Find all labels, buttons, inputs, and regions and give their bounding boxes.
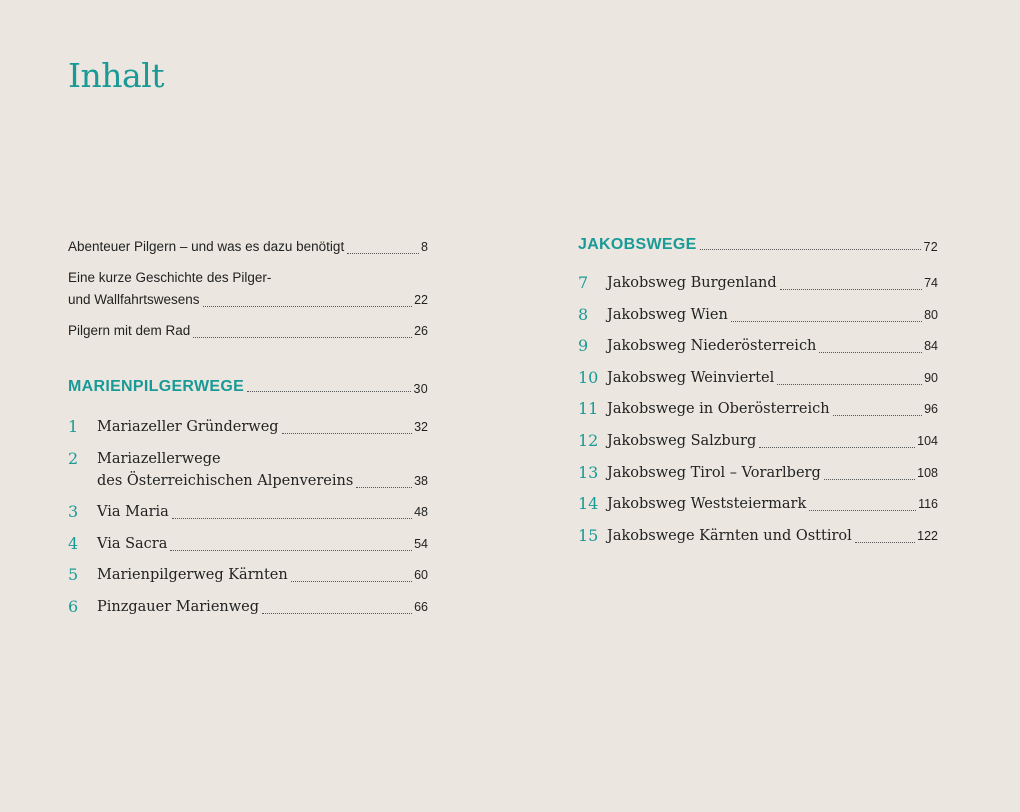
toc-route-7[interactable] [578,272,938,294]
route-title: Jakobsweg Wien [607,306,728,323]
toc-entry-title-line1: Eine kurze Geschichte des Pilger- [68,270,272,285]
route-title: Jakobsweg Burgenland [607,275,777,291]
route-title: Mariazeller Gründerweg [97,419,279,435]
route-page: 54 [414,536,428,551]
section-title: JAKOBSWEGE [578,236,697,253]
dot-leader [170,550,412,551]
dot-leader [247,391,411,392]
route-number: 6 [68,596,79,616]
route-title: Jakobsweg Tirol – Vorarlberg [607,464,821,481]
route-number: 12 [578,430,599,450]
route-page: 38 [414,473,428,488]
dot-leader [819,352,922,353]
route-number: 3 [68,502,79,522]
route-page: 60 [414,568,428,583]
toc-entry-title-line2: und Wallfahrtswesens [68,292,200,307]
dot-leader [731,321,922,322]
toc-route-4[interactable] [68,533,428,555]
route-title: Jakobsweg Weststeiermark [607,496,807,513]
route-title-line2: des Österreichischen Alpenvereins [97,472,354,489]
route-number: 14 [578,494,599,514]
route-title: Via Maria [97,504,169,521]
route-page: 80 [924,307,938,322]
toc-entry-page: 22 [414,293,428,307]
route-page: 108 [917,465,938,480]
section-page: 30 [413,382,428,396]
dot-leader [262,613,412,614]
route-number: 10 [578,367,599,387]
route-title: Jakobsweg Niederösterreich [607,338,817,355]
toc-right-column [578,236,938,556]
toc-entry-intro-3[interactable] [68,320,428,342]
route-number: 5 [68,565,79,585]
route-page: 66 [414,599,428,614]
dot-leader [203,306,413,307]
route-page: 84 [924,339,938,354]
route-page: 32 [414,420,428,434]
route-page: 74 [924,276,938,290]
toc-route-2[interactable] [68,448,428,492]
toc-route-12[interactable] [578,430,938,452]
route-page: 90 [924,370,938,385]
dot-leader [777,384,922,385]
toc-route-3[interactable] [68,501,428,523]
toc-left-column [68,236,428,628]
dot-leader [700,249,922,250]
route-title: Marienpilgerweg Kärnten [97,567,288,584]
dot-leader [356,487,412,488]
route-title: Jakobsweg Weinviertel [607,369,775,386]
route-number: 11 [578,399,599,419]
route-title: Jakobsweg Salzburg [607,432,757,449]
toc-section-marienpilgerwege[interactable] [68,378,428,396]
toc-entry-intro-1[interactable] [68,236,428,258]
toc-route-1[interactable] [68,416,428,438]
section-page: 72 [923,240,938,254]
dot-leader [833,415,923,416]
toc-entry-page: 26 [414,324,428,338]
toc-entry-intro-2[interactable] [68,267,428,311]
route-number: 8 [578,304,589,324]
route-page: 104 [917,433,938,448]
toc-route-15[interactable] [578,525,938,547]
route-number: 1 [68,417,79,436]
toc-route-8[interactable] [578,304,938,326]
toc-route-5[interactable] [68,564,428,586]
route-title: Jakobswege Kärnten und Osttirol [607,527,852,544]
dot-leader [809,510,916,511]
page-title: Inhalt [68,56,165,95]
route-number: 4 [68,533,79,553]
route-title: Via Sacra [97,535,168,552]
toc-section-jakobswege[interactable] [578,236,938,254]
route-page: 96 [924,402,938,417]
dot-leader [291,581,412,582]
route-title: Jakobswege in Oberösterreich [607,401,830,418]
toc-route-11[interactable] [578,398,938,420]
toc-entry-title: Pilgern mit dem Rad [68,323,191,338]
dot-leader [193,337,412,338]
route-number: 13 [578,462,599,482]
toc-entry-title: Abenteuer Pilgern – und was es dazu benötigt [68,239,345,254]
dot-leader [855,542,915,543]
toc-route-9[interactable] [578,335,938,357]
route-title-line1: Mariazellerwege [97,450,221,467]
toc-entry-page: 8 [421,240,428,254]
route-number: 9 [578,336,589,356]
section-title: MARIENPILGERWEGE [68,378,245,395]
route-number: 2 [68,448,79,468]
dot-leader [824,479,915,480]
toc-route-13[interactable] [578,462,938,484]
route-page: 116 [918,497,938,512]
dot-leader [780,289,922,290]
route-title: Pinzgauer Marienweg [97,598,260,615]
route-number: 15 [578,525,599,545]
toc-route-14[interactable] [578,493,938,515]
dot-leader [172,518,412,519]
route-number: 7 [578,273,589,292]
dot-leader [759,447,915,448]
toc-route-6[interactable] [68,596,428,618]
route-page: 122 [917,528,938,543]
route-page: 48 [414,505,428,520]
toc-route-10[interactable] [578,367,938,389]
dot-leader [347,253,419,254]
dot-leader [282,433,413,434]
